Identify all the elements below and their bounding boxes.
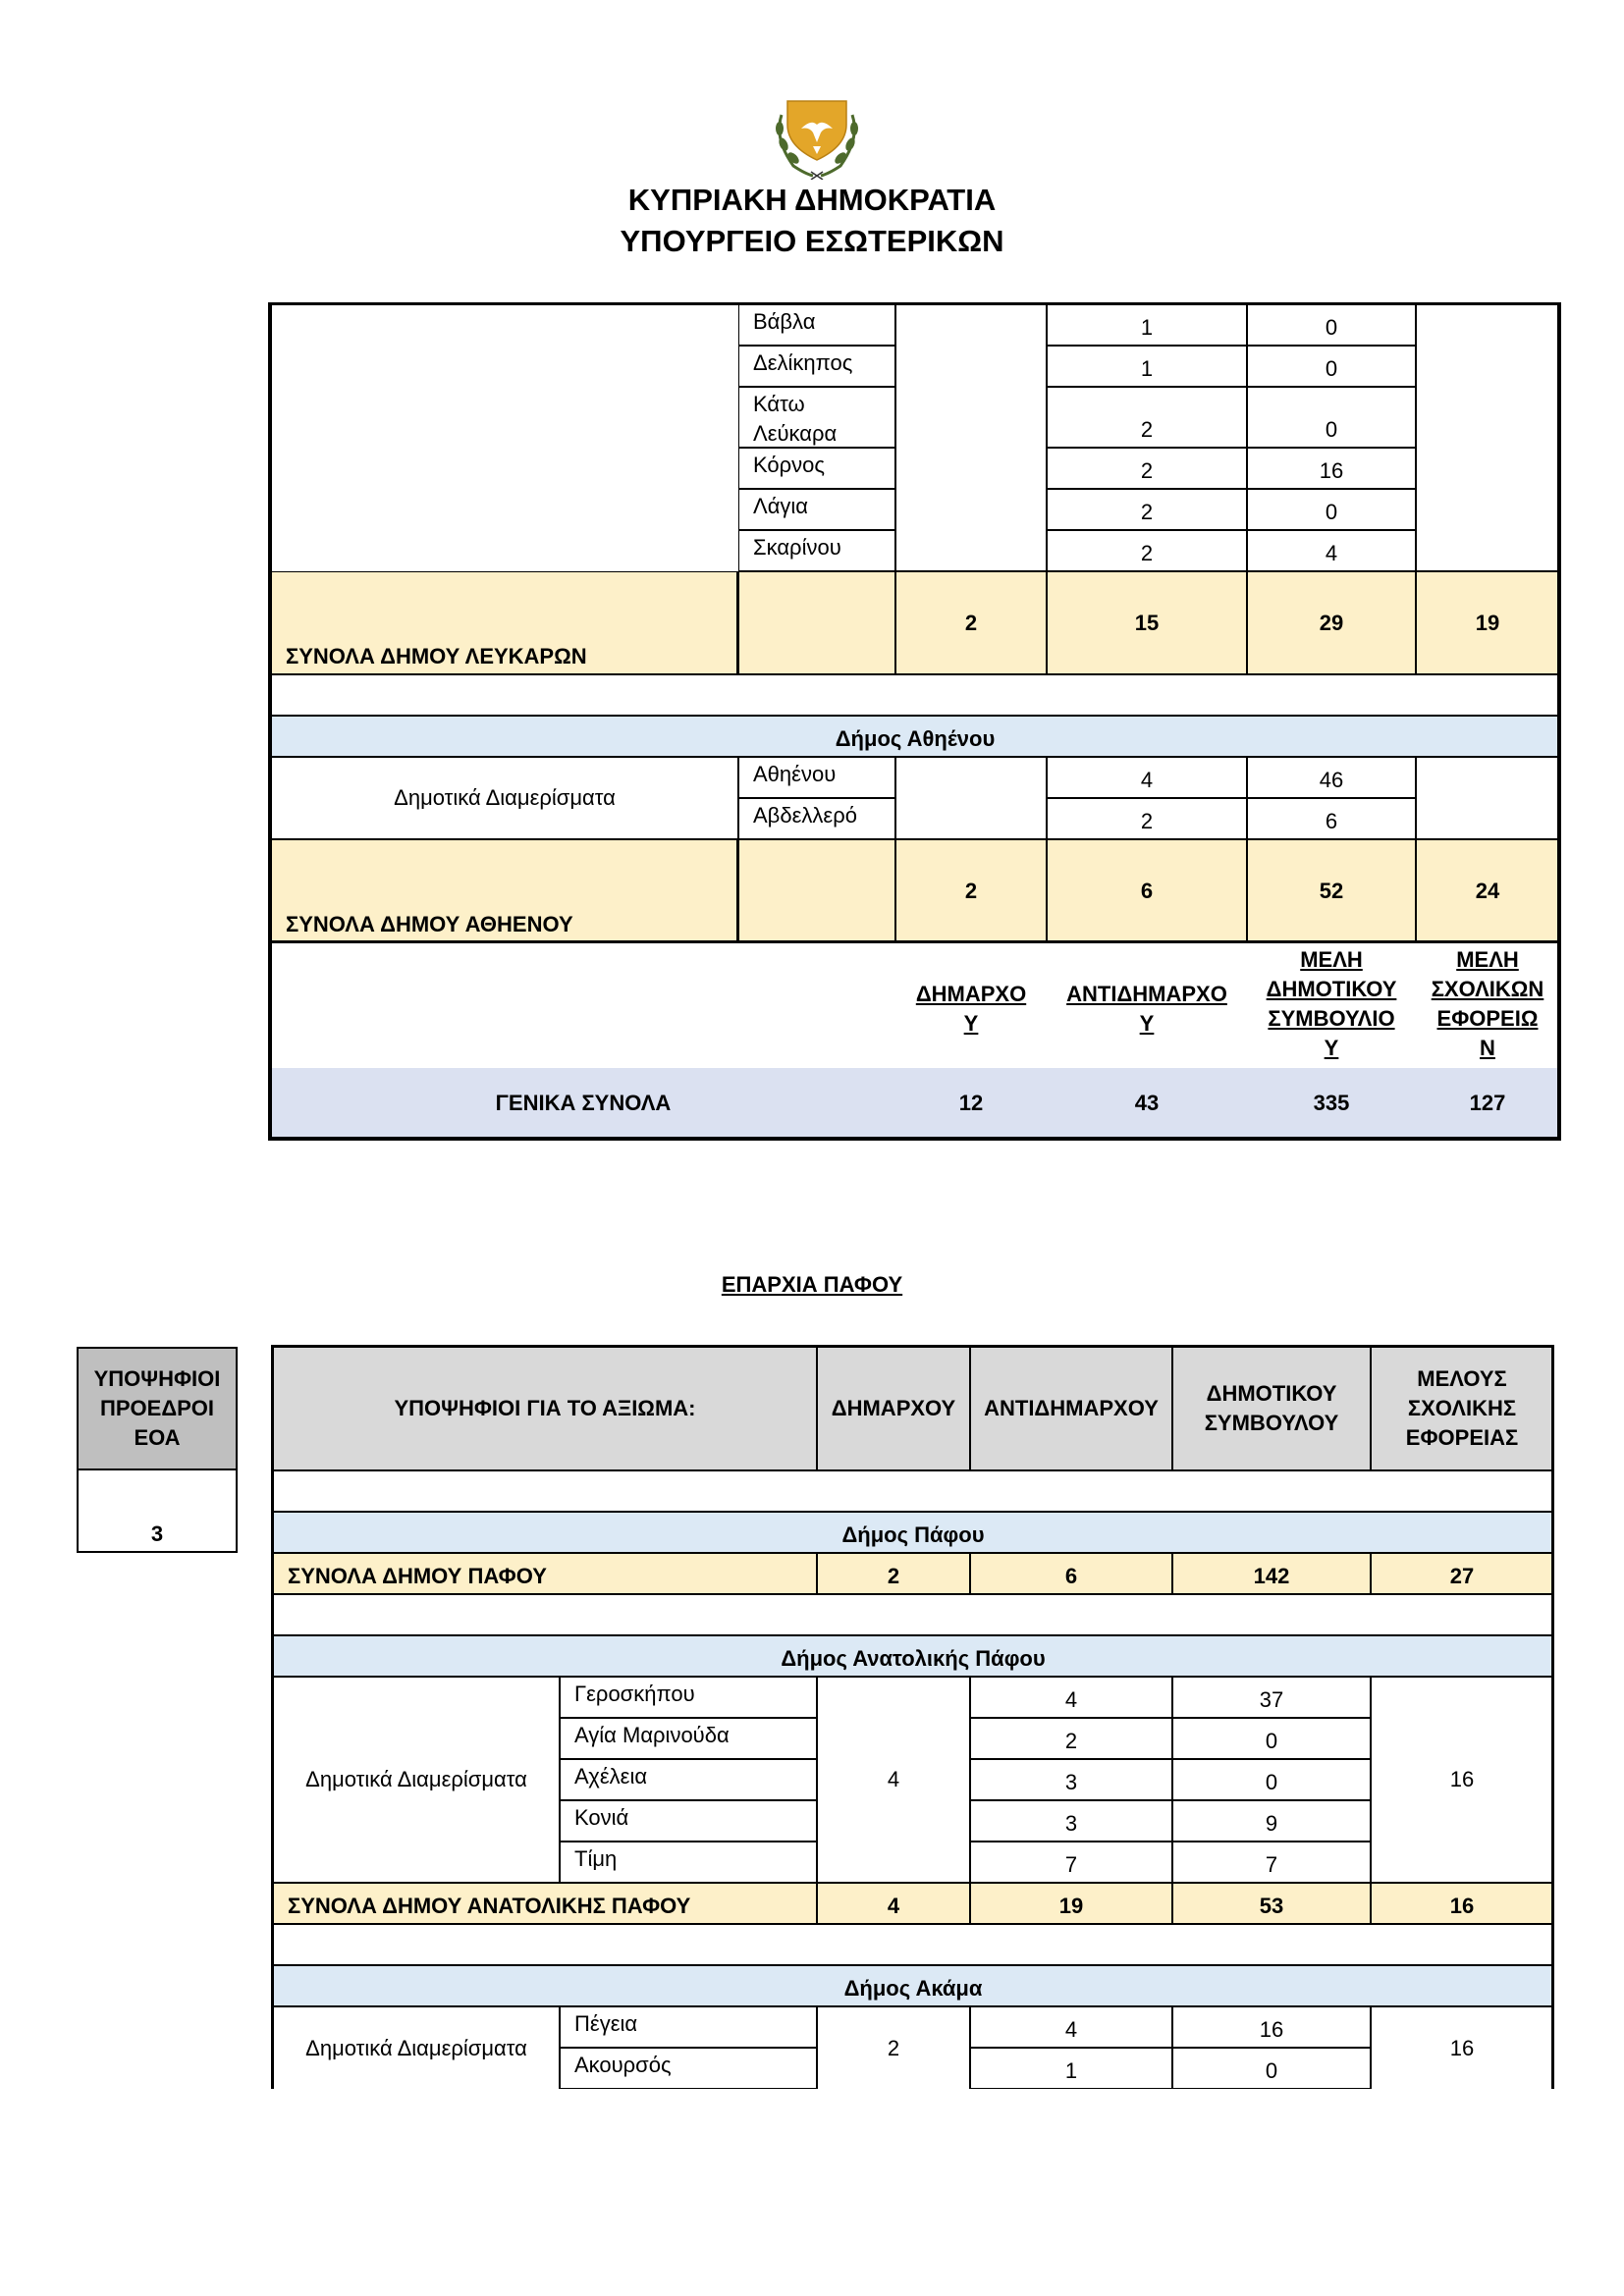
deputy-count: 2	[1047, 387, 1247, 448]
paphos-municipality-title: Δήμος Πάφου	[273, 1512, 1553, 1553]
table-border	[1551, 1345, 1554, 2089]
lefkara-deputy-total: 15	[1047, 571, 1247, 674]
athienou-totals-label: ΣΥΝΟΛΑ ΔΗΜΟΥ ΑΘΗΕΝΟΥ	[271, 839, 738, 942]
header-line: ΔΗΜΑΡΧΟ	[915, 982, 1027, 1006]
deputy-count: 1	[970, 2048, 1172, 2089]
deputy-count: 3	[970, 1800, 1172, 1842]
east-paphos-mayor: 4	[817, 1677, 970, 1883]
summary-header-deputy	[1047, 948, 1247, 1070]
community-name: Αχέλεια	[560, 1759, 817, 1800]
header-line: ΜΕΛΟΥΣ	[1417, 1366, 1507, 1391]
spacer-row	[273, 1924, 1553, 1965]
header-line: ΣΥΜΒΟΥΛΙΟ	[1268, 1006, 1395, 1031]
header-line: Υ	[1139, 1011, 1155, 1036]
header-line: Ν	[1480, 1036, 1495, 1060]
eoa-value: 3	[77, 1468, 238, 1553]
spacer-row	[271, 674, 1559, 716]
akamas-mayor: 2	[817, 2006, 970, 2089]
deputy-count: 1	[1047, 346, 1247, 387]
paphos-school-total: 27	[1371, 1553, 1553, 1594]
header-line: ΔΗΜΟΤΙΚΟΥ	[1206, 1381, 1337, 1406]
council-count: 4	[1247, 530, 1416, 571]
ministry-title: ΥΠΟΥΡΓΕΙΟ ΕΣΩΤΕΡΙΚΩΝ	[620, 224, 1004, 258]
lefkara-totals-label: ΣΥΝΟΛΑ ΔΗΜΟΥ ΛΕΥΚΑΡΩΝ	[271, 571, 738, 674]
community-name: Γεροσκήπου	[560, 1677, 817, 1718]
header-line: ΠΡΟΕΔΡΟΙ	[99, 1396, 215, 1420]
table-border	[271, 1345, 1554, 1348]
republic-title: ΚΥΠΡΙΑΚΗ ΔΗΜΟΚΡΑΤΙΑ	[627, 183, 997, 217]
district-label: Δημοτικά Διαμερίσματα	[271, 757, 738, 839]
deputy-count: 2	[1047, 489, 1247, 530]
mayor-merged-cell	[895, 757, 1047, 839]
deputy-count: 4	[1047, 757, 1247, 798]
spacer-row	[273, 1470, 1553, 1512]
lefkara-mayor-total: 2	[895, 571, 1047, 674]
council-count: 0	[1247, 489, 1416, 530]
east-paphos-council-total: 53	[1172, 1883, 1371, 1924]
council-count: 7	[1172, 1842, 1371, 1883]
table-border	[736, 839, 739, 942]
summary-header-mayor	[895, 948, 1047, 1070]
lefkara-school-total: 19	[1416, 571, 1559, 674]
header-line: ΜΕΛΗ	[1456, 947, 1519, 972]
paphos-mayor-total: 2	[817, 1553, 970, 1594]
deputy-count: 4	[970, 2006, 1172, 2048]
community-name: Λάγια	[738, 489, 895, 530]
athienou-school-total: 24	[1416, 839, 1559, 942]
district-label: Δημοτικά Διαμερίσματα	[273, 2006, 560, 2089]
header-line: ΑΝΤΙΔΗΜΑΡΧΟ	[1066, 982, 1227, 1006]
paphos-totals-label: ΣΥΝΟΛΑ ΔΗΜΟΥ ΠΑΦΟΥ	[273, 1553, 817, 1594]
community-name: Αβδελλερό	[738, 798, 895, 839]
table-border	[268, 302, 272, 1141]
paphos-deputy-total: 6	[970, 1553, 1172, 1594]
spacer-row	[273, 1594, 1553, 1635]
eoa-header	[77, 1347, 238, 1470]
council-count: 0	[1247, 346, 1416, 387]
council-count: 0	[1247, 387, 1416, 448]
akamas-title: Δήμος Ακάμα	[273, 1965, 1553, 2006]
council-count: 6	[1247, 798, 1416, 839]
akamas-school: 16	[1371, 2006, 1553, 2089]
mayor-merged-cell	[895, 304, 1047, 571]
community-name: Δελίκηπος	[738, 346, 895, 387]
deputy-count: 2	[970, 1718, 1172, 1759]
header-deputy: ΑΝΤΙΔΗΜΑΡΧΟΥ	[970, 1347, 1172, 1470]
east-paphos-totals-label: ΣΥΝΟΛΑ ΔΗΜΟΥ ΑΝΑΤΟΛΙΚΗΣ ΠΑΦΟΥ	[273, 1883, 817, 1924]
table-border	[271, 1345, 274, 2089]
header-line: ΣΧΟΛΙΚΩΝ	[1431, 977, 1544, 1001]
deputy-count: 1	[1047, 304, 1247, 346]
council-count: 16	[1247, 448, 1416, 489]
header-council	[1172, 1347, 1371, 1470]
deputy-count: 2	[1047, 798, 1247, 839]
header-mayor: ΔΗΜΑΡΧΟΥ	[817, 1347, 970, 1470]
east-paphos-school-total: 16	[1371, 1883, 1553, 1924]
council-count: 0	[1247, 304, 1416, 346]
council-count: 9	[1172, 1800, 1371, 1842]
paphos-section-title: ΕΠΑΡΧΙΑ ΠΑΦΟΥ	[721, 1272, 903, 1297]
general-deputy-total: 43	[1134, 1091, 1160, 1115]
community-name: Βάβλα	[738, 304, 895, 346]
council-count: 0	[1172, 1718, 1371, 1759]
school-merged-cell	[1416, 757, 1559, 839]
community-name: Κονιά	[560, 1800, 817, 1842]
district-label: Δημοτικά Διαμερίσματα	[273, 1677, 560, 1883]
header-line: ΣΥΜΒΟΥΛΟΥ	[1204, 1411, 1339, 1435]
header-line: ΕΟΑ	[134, 1425, 181, 1450]
general-school-total: 127	[1469, 1091, 1506, 1115]
athienou-deputy-total: 6	[1047, 839, 1247, 942]
header-line: ΔΗΜΟΤΙΚΟΥ	[1266, 977, 1397, 1001]
coat-of-arms-emblem	[768, 95, 866, 180]
community-name: Κάτω Λεύκαρα	[738, 387, 895, 448]
deputy-count: 2	[1047, 448, 1247, 489]
community-name: Αθηένου	[738, 757, 895, 798]
athienou-council-total: 52	[1247, 839, 1416, 942]
paphos-council-total: 142	[1172, 1553, 1371, 1594]
school-merged-cell	[1416, 304, 1559, 571]
east-paphos-deputy-total: 19	[970, 1883, 1172, 1924]
council-count: 0	[1172, 1759, 1371, 1800]
council-count: 0	[1172, 2048, 1371, 2089]
deputy-count: 4	[970, 1677, 1172, 1718]
general-totals-label: ΓΕΝΙΚΑ ΣΥΝΟΛΑ	[495, 1091, 672, 1115]
deputy-count: 2	[1047, 530, 1247, 571]
general-council-total: 335	[1313, 1091, 1350, 1115]
header-line: ΥΠΟΨΗΦΙΟΙ	[93, 1366, 221, 1391]
deputy-count: 7	[970, 1842, 1172, 1883]
header-line: ΕΦΟΡΕΙΑΣ	[1405, 1425, 1519, 1450]
header-school	[1371, 1347, 1553, 1470]
athienou-mayor-total: 2	[895, 839, 1047, 942]
table-border	[268, 1137, 1561, 1141]
community-name: Σκαρίνου	[738, 530, 895, 571]
community-name: Κόρνος	[738, 448, 895, 489]
summary-header-school	[1416, 942, 1559, 1066]
east-paphos-title: Δήμος Ανατολικής Πάφου	[273, 1635, 1553, 1677]
council-count: 46	[1247, 757, 1416, 798]
general-mayor-total: 12	[958, 1091, 984, 1115]
header-line: ΕΦΟΡΕΙΩ	[1436, 1006, 1539, 1031]
table-border	[268, 302, 1561, 305]
table-border	[736, 571, 739, 674]
lefkara-council-total: 29	[1247, 571, 1416, 674]
council-count: 37	[1172, 1677, 1371, 1718]
community-name: Αγία Μαρινούδα	[560, 1718, 817, 1759]
athienou-title: Δήμος Αθηένου	[271, 716, 1559, 757]
athienou-totals-blank	[738, 839, 895, 942]
header-line: ΣΧΟΛΙΚΗΣ	[1407, 1396, 1517, 1420]
deputy-count: 3	[970, 1759, 1172, 1800]
community-name: Ακουρσός	[560, 2048, 817, 2089]
community-name: Πέγεια	[560, 2006, 817, 2048]
east-paphos-mayor-total: 4	[817, 1883, 970, 1924]
header-line: Υ	[1324, 1036, 1339, 1060]
table-border	[1557, 302, 1561, 1141]
table-border	[268, 940, 1561, 943]
council-count: 16	[1172, 2006, 1371, 2048]
header-position: ΥΠΟΨΗΦΙΟΙ ΓΙΑ ΤΟ ΑΞΙΩΜΑ:	[273, 1347, 817, 1470]
header-line: ΜΕΛΗ	[1300, 947, 1363, 972]
community-name: Τίμη	[560, 1842, 817, 1883]
lefkara-totals-blank	[738, 571, 895, 674]
summary-header-council	[1247, 942, 1416, 1066]
header-line: Υ	[963, 1011, 979, 1036]
east-paphos-school: 16	[1371, 1677, 1553, 1883]
